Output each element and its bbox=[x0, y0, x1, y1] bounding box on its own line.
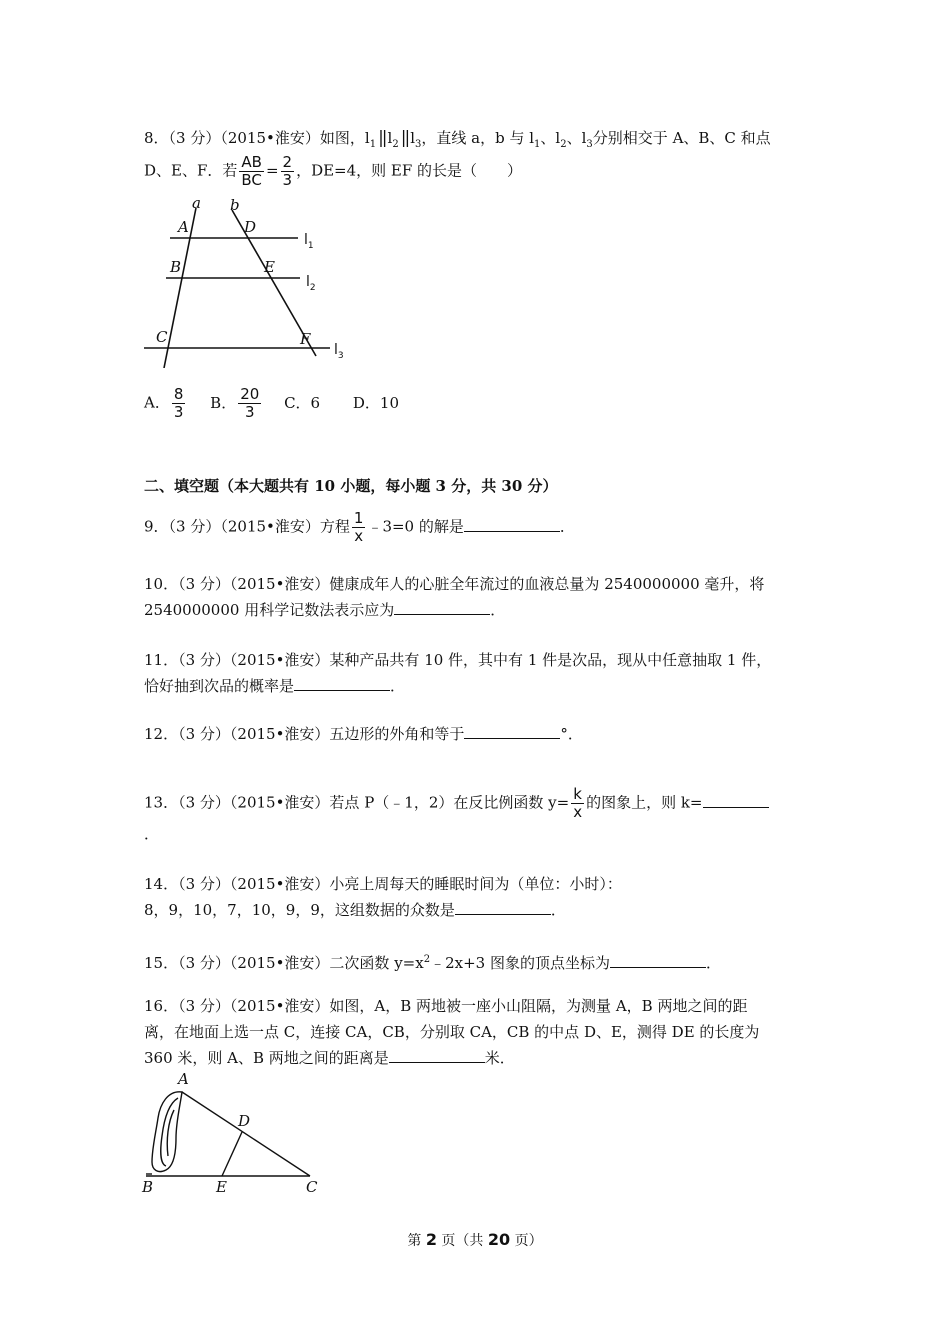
segment-ac bbox=[182, 1092, 310, 1176]
label-l3: $l_3$ bbox=[334, 342, 344, 361]
footer-text: 页（共 bbox=[436, 1233, 488, 1249]
parallel-symbol: || bbox=[378, 128, 386, 148]
option-b-label: B． bbox=[210, 393, 237, 412]
label-B: B bbox=[170, 258, 182, 276]
l3-sub: 3 bbox=[415, 139, 422, 150]
q8-text: ，DE=4，则 EF 的长是（ ） bbox=[296, 161, 523, 180]
label-E: E bbox=[216, 1178, 227, 1196]
q15-text: ． bbox=[705, 954, 721, 972]
option-d: D．10 bbox=[352, 393, 400, 412]
q15 bbox=[144, 950, 721, 973]
q16-text: 米． bbox=[484, 1049, 515, 1067]
q8-text: 、l bbox=[566, 129, 587, 147]
q15-text: 15．（3 分）（2015•淮安）二次函数 y=x bbox=[144, 954, 424, 972]
q10-line1: 10．（3 分）（2015•淮安）健康成年人的心脏全年流过的血液总量为 2540000000 毫升，将 bbox=[144, 575, 765, 593]
option-c: C．6 bbox=[284, 393, 321, 412]
q14-text: 8，9，10，7，10，9，9，这组数据的众数是 bbox=[144, 901, 455, 919]
numerator: 8 bbox=[173, 385, 184, 403]
footer-text: 第 bbox=[407, 1233, 426, 1249]
section-title: 二、填空题（本大题共有 10 小题，每小题 3 分，共 30 分） bbox=[144, 477, 558, 495]
q8-line1 bbox=[144, 128, 771, 155]
q8-text: 、l bbox=[540, 129, 561, 147]
denominator: 3 bbox=[282, 171, 293, 189]
answer-blank[interactable] bbox=[464, 517, 560, 532]
label-B: B bbox=[142, 1178, 154, 1196]
parallel-symbol: || bbox=[400, 128, 409, 148]
option-b-fraction bbox=[238, 386, 261, 421]
label-b: b bbox=[230, 198, 240, 214]
numerator: 20 bbox=[240, 385, 260, 403]
fraction-2-3 bbox=[281, 154, 295, 189]
footer-text: 页） bbox=[510, 1233, 543, 1249]
label-F: F bbox=[300, 330, 311, 348]
q14-line1: 14．（3 分）（2015•淮安）小亮上周每天的睡眠时间为（单位：小时）： bbox=[144, 875, 622, 893]
fraction-ab-bc bbox=[239, 154, 264, 189]
mountain-contour bbox=[167, 1110, 174, 1156]
q10-line2 bbox=[144, 600, 505, 620]
q9-text: ． bbox=[559, 517, 575, 536]
label-C: C bbox=[156, 328, 168, 346]
answer-blank[interactable] bbox=[464, 724, 560, 739]
q10-text: 2540000000 用科学记数法表示应为 bbox=[144, 601, 395, 619]
numerator: k bbox=[571, 786, 584, 804]
q16-line1: 16．（3 分）（2015•淮安）如图，A，B 两地被一座小山阻隔，为测量 A，B 两地之间的距 bbox=[144, 997, 748, 1015]
answer-blank[interactable] bbox=[610, 953, 706, 968]
q15-text: ﹣2x+3 图象的顶点坐标为 bbox=[430, 954, 610, 972]
label-a: a bbox=[192, 198, 201, 212]
l2-text: l bbox=[387, 129, 393, 147]
q12-text: 12．（3 分）（2015•淮安）五边形的外角和等于 bbox=[144, 725, 465, 743]
numerator: 1 bbox=[353, 509, 364, 527]
numerator: AB bbox=[241, 153, 262, 171]
sub: 3 bbox=[586, 139, 593, 150]
superscript: 2 bbox=[423, 954, 431, 965]
q16-line2: 离，在地面上选一点 C，连接 CA，CB，分别取 CA，CB 的中点 D、E，测得 DE 的长度为 bbox=[144, 1023, 760, 1041]
q8-line2 bbox=[144, 154, 522, 189]
q8-text: 8．（3 分）（2015•淮安）如图， bbox=[144, 129, 365, 147]
answer-blank[interactable] bbox=[294, 676, 390, 691]
l1-text: l bbox=[364, 129, 370, 147]
answer-blank[interactable] bbox=[703, 793, 769, 808]
q8-options bbox=[144, 386, 399, 421]
q13-text: 13．（3 分）（2015•淮安）若点 P（﹣1，2）在反比例函数 y= bbox=[144, 793, 570, 812]
q14-text: ． bbox=[550, 901, 566, 919]
q8-text: D、E、F．若 bbox=[144, 161, 238, 180]
q12-text: °． bbox=[560, 725, 583, 743]
l1-sub: 1 bbox=[369, 139, 377, 150]
q13 bbox=[144, 786, 769, 821]
option-a-fraction bbox=[172, 386, 186, 421]
q8-text: ，直线 a，b 与 l bbox=[421, 129, 535, 147]
segment-de bbox=[222, 1132, 242, 1176]
q16-line3 bbox=[144, 1048, 515, 1068]
page-footer bbox=[0, 1230, 950, 1250]
q16-text: 360 米，则 A、B 两地之间的距离是 bbox=[144, 1049, 389, 1067]
option-a-label: A． bbox=[144, 393, 170, 412]
label-D: D bbox=[238, 1112, 251, 1130]
answer-blank[interactable] bbox=[389, 1048, 485, 1063]
denominator: x bbox=[354, 527, 364, 545]
denominator: 3 bbox=[244, 403, 255, 421]
total-pages: 20 bbox=[487, 1230, 511, 1249]
answer-blank[interactable] bbox=[394, 600, 490, 615]
q8-text: 分别相交于 A、B、C 和点 bbox=[592, 129, 771, 147]
q9-text: ﹣3=0 的解是 bbox=[367, 517, 464, 536]
sub: 1 bbox=[534, 139, 541, 150]
q13-text: 的图象上，则 k= bbox=[586, 793, 703, 812]
sub: 2 bbox=[560, 139, 567, 150]
l2-sub: 2 bbox=[392, 139, 399, 150]
label-l1: $l_1$ bbox=[304, 232, 314, 251]
q8-figure bbox=[138, 198, 358, 368]
mountain-contour bbox=[161, 1098, 178, 1166]
q9 bbox=[144, 510, 575, 545]
q11-text: 恰好抽到次品的概率是 bbox=[144, 677, 295, 695]
fraction-k-x bbox=[571, 786, 584, 821]
q10-text: ． bbox=[490, 601, 506, 619]
label-A: A bbox=[178, 218, 189, 236]
q9-text: 9．（3 分）（2015•淮安）方程 bbox=[144, 517, 350, 536]
denominator: x bbox=[573, 803, 583, 821]
q13-line2: ． bbox=[144, 825, 160, 843]
l3-text: l bbox=[410, 129, 416, 147]
numerator: 2 bbox=[282, 153, 293, 171]
page-number: 2 bbox=[425, 1230, 437, 1249]
q14-line2 bbox=[144, 900, 566, 920]
q12 bbox=[144, 724, 583, 744]
label-A: A bbox=[178, 1070, 189, 1088]
denominator: 3 bbox=[173, 403, 184, 421]
fraction-1-x bbox=[352, 510, 366, 545]
q11-line1: 11．（3 分）（2015•淮安）某种产品共有 10 件，其中有 1 件是次品，现从中任意抽取 1 件， bbox=[144, 651, 772, 669]
q16-figure bbox=[138, 1070, 338, 1198]
label-D: D bbox=[244, 218, 257, 236]
answer-blank[interactable] bbox=[455, 900, 551, 915]
q11-line2 bbox=[144, 676, 405, 696]
label-C: C bbox=[306, 1178, 318, 1196]
denominator: BC bbox=[241, 171, 262, 189]
label-E: E bbox=[264, 258, 275, 276]
mountain-outline bbox=[152, 1092, 182, 1172]
label-l2: $l_2$ bbox=[306, 274, 316, 293]
q11-text: ． bbox=[390, 677, 406, 695]
equals: = bbox=[265, 161, 279, 180]
